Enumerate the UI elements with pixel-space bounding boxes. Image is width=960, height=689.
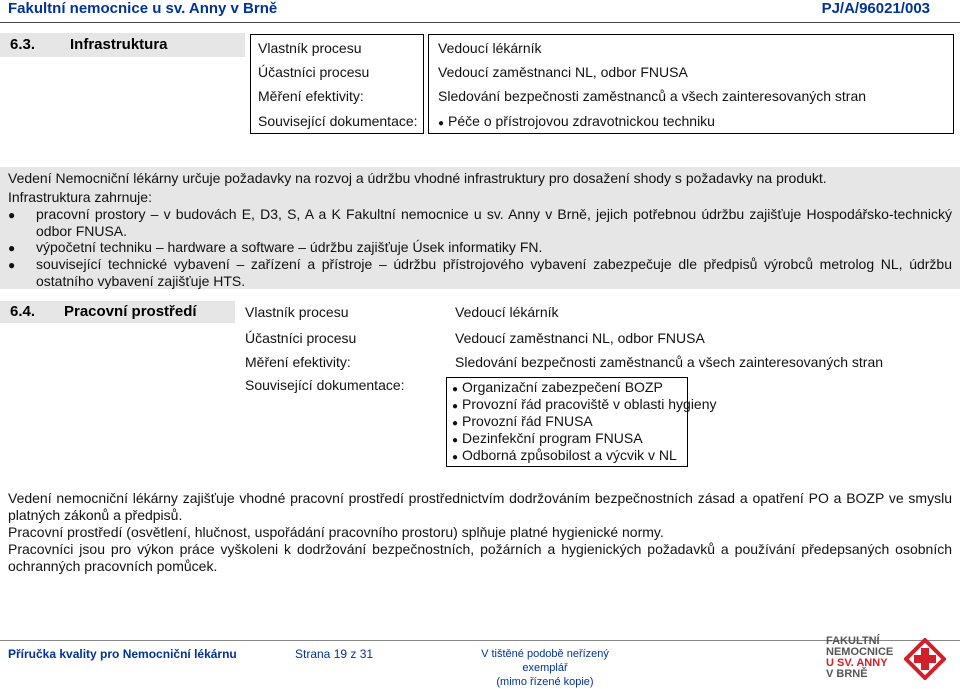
sec64-doc-item: ● Odborná způsobilost a výcvik v NL <box>452 447 677 463</box>
footer-copy-line2: (mimo řízené kopie) <box>496 676 594 688</box>
sec63-label-participants: Účastníci procesu <box>258 64 370 80</box>
bullet-icon: ● <box>452 384 459 395</box>
sec64-label-docs: Související dokumentace: <box>245 377 405 393</box>
sec63-doc-item: Péče o přístrojovou zdravotnickou techniku <box>448 113 715 129</box>
sec64-para-2: Pracovní prostředí (osvětlení, hlučnost, uspořádání pracovního prostoru) splňuje platné hygienické normy. <box>8 524 664 540</box>
footer-manual: Příručka kvality pro Nemocniční lékárnu <box>8 647 237 661</box>
bullet-icon: ● <box>452 452 459 463</box>
sec64-label-measurement: Měření efektivity: <box>245 354 351 370</box>
sec64-para-3: Pracovníci jsou pro výkon práce vyškoleni k dodržování bezpečnostních, požárních a hygienických požadavků a používání předepsaných osobních ochranných pracovních pomůcek. <box>8 541 952 574</box>
footer-copy-line1: V tištěné podobě neřízený exemplář <box>481 648 609 674</box>
sec64-doc-item: ● Provozní řád FNUSA <box>452 413 593 429</box>
sec64-value-measurement: Sledování bezpečnosti zaměstnanců a všech zainteresovaných stran <box>455 354 884 370</box>
sec63-bullet-1: pracovní prostory – v budovách E, D3, S, A a K Fakultní nemocnice u sv. Anny v Brně, jejich potřebnou údržbu zajišťuje Hospodářsko-technický odbor FNUSA. <box>36 206 952 239</box>
bullet-icon: ● <box>452 401 459 412</box>
bullet-icon: ● <box>452 418 459 429</box>
sec64-value-participants: Vedoucí zaměstnanci NL, odbor FNUSA <box>455 330 705 346</box>
hospital-logo <box>826 636 956 686</box>
sec64-doc-item: ● Organizační zabezpečení BOZP <box>452 379 663 395</box>
bullet-icon: ● <box>8 208 16 222</box>
sec63-label-owner: Vlastník procesu <box>258 40 362 56</box>
header-rule <box>0 22 960 23</box>
header-doc-code: PJ/A/96021/003 <box>821 0 930 17</box>
bullet-icon: ● <box>8 258 16 272</box>
footer-page: Strana 19 z 31 <box>295 647 374 661</box>
sec64-number: 6.4. <box>10 303 36 320</box>
sec63-intro2: Infrastruktura zahrnuje: <box>8 189 152 205</box>
footer-copy-note <box>470 647 620 689</box>
logo-line-2: NEMOCNICE <box>826 646 894 658</box>
sec63-bullet-2: výpočetní techniku – hardware a software – údržbu zajišťuje Úsek informatiky FN. <box>36 239 543 255</box>
sec64-label-participants: Účastníci procesu <box>245 330 357 346</box>
sec63-value-measurement: Sledování bezpečnosti zaměstnanců a všech zainteresovaných stran <box>438 88 867 104</box>
sec64-title: Pracovní prostředí <box>64 303 197 320</box>
sec64-value-owner: Vedoucí lékárník <box>455 304 559 320</box>
bullet-icon: ● <box>452 435 459 446</box>
sec63-title: Infrastruktura <box>70 36 168 53</box>
sec63-value-owner: Vedoucí lékárník <box>438 40 542 56</box>
sec63-number: 6.3. <box>10 36 36 53</box>
sec64-label-owner: Vlastník procesu <box>245 304 349 320</box>
bullet-icon: ● <box>8 241 16 255</box>
sec63-intro1: Vedení Nemocniční lékárny určuje požadavky na rozvoj a údržbu vhodné infrastruktury pro dosažení shody s požadavky na produkt. <box>8 170 827 186</box>
sec64-para-1: Vedení nemocniční lékárny zajišťuje vhodné pracovní prostředí prostřednictvím dodržováním bezpečnostních zásad a opatření PO a BOZP ve smyslu platných zákonů a předpisů. <box>8 490 952 523</box>
sec63-bullet-3: související technické vybavení – zařízení a přístroje – údržbu přístrojového vybavení zabezpečuje dle předpisů výrobců metrolog NL, údržbu ostatního vybavení zajišťuje HTS. <box>36 256 952 289</box>
sec63-value-docs <box>438 113 715 129</box>
sec63-value-participants: Vedoucí zaměstnanci NL, odbor FNUSA <box>438 64 688 80</box>
logo-line-3: U SV. ANNY <box>826 657 888 669</box>
header-org: Fakultní nemocnice u sv. Anny v Brně <box>8 0 278 17</box>
sec63-label-measurement: Měření efektivity: <box>258 88 364 104</box>
logo-cross-icon <box>904 638 946 680</box>
sec63-label-docs: Související dokumentace: <box>258 113 418 129</box>
footer-rule <box>0 640 960 641</box>
logo-line-1: FAKULTNÍ <box>826 635 880 647</box>
logo-line-4: V BRNĚ <box>826 668 868 680</box>
sec64-doc-item: ● Provozní řád pracoviště v oblasti hygieny <box>452 396 717 412</box>
bullet-icon: ● <box>438 118 445 129</box>
sec64-doc-item: ● Dezinfekční program FNUSA <box>452 430 643 446</box>
